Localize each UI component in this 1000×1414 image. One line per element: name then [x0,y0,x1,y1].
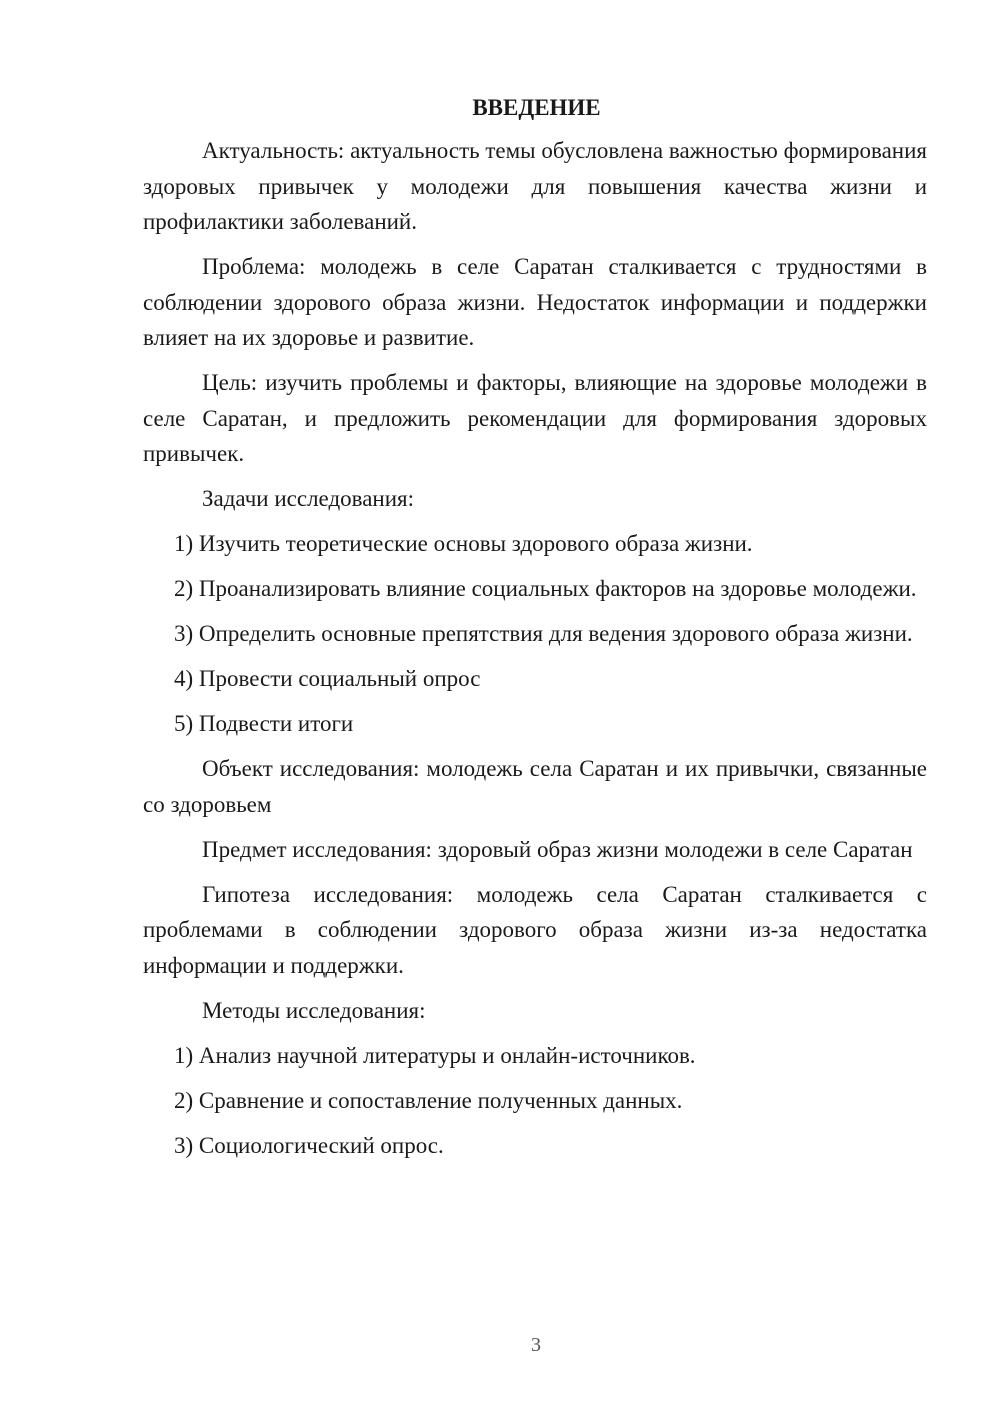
task-item: 5) Подвести итоги [174,711,354,736]
subject-paragraph: Предмет исследования: здоровый образ жизни молодежи в селе Саратан [202,836,913,862]
tasks-heading: Задачи исследования: [202,486,415,511]
method-item: 1) Анализ научной литературы и онлайн-источников. [174,1042,696,1068]
hypothesis-paragraph: Гипотеза исследования: молодежь села Саратан сталкивается с проблемами в соблюдении здорового образа жизни из-за недостатка информации и поддержки. [143,881,927,978]
problem-paragraph: Проблема: молодежь в селе Саратан сталкивается с трудностями в соблюдении здорового образа жизни. Недостаток информации и поддержки влияет на их здоровье и развитие. [143,254,927,350]
methods-heading: Методы исследования: [202,997,426,1023]
task-item: 2) Проанализировать влияние социальных факторов на здоровье молодежи. [174,576,917,601]
task-item: 3) Определить основные препятствия для ведения здорового образа жизни. [174,621,913,646]
section-heading: ВВЕДЕНИЕ [472,95,601,120]
relevance-paragraph: Актуальность: актуальность темы обусловлена важностью формирования здоровых привычек у молодежи для повышения качества жизни и профилактики заболеваний. [143,138,927,234]
page-number: 3 [531,1334,541,1356]
document-body [143,90,927,1173]
task-item: 4) Провести социальный опрос [174,666,481,691]
object-paragraph: Объект исследования: молодежь села Саратан и их привычки, связанные со здоровьем [143,756,927,817]
goal-paragraph: Цель: изучить проблемы и факторы, влияющие на здоровье молодежи в селе Саратан, и предложить рекомендации для формирования здоровых привычек. [143,370,927,466]
method-item: 3) Социологический опрос. [174,1132,444,1158]
task-item: 1) Изучить теоретические основы здорового образа жизни. [174,531,753,556]
method-item: 2) Сравнение и сопоставление полученных данных. [174,1087,683,1113]
